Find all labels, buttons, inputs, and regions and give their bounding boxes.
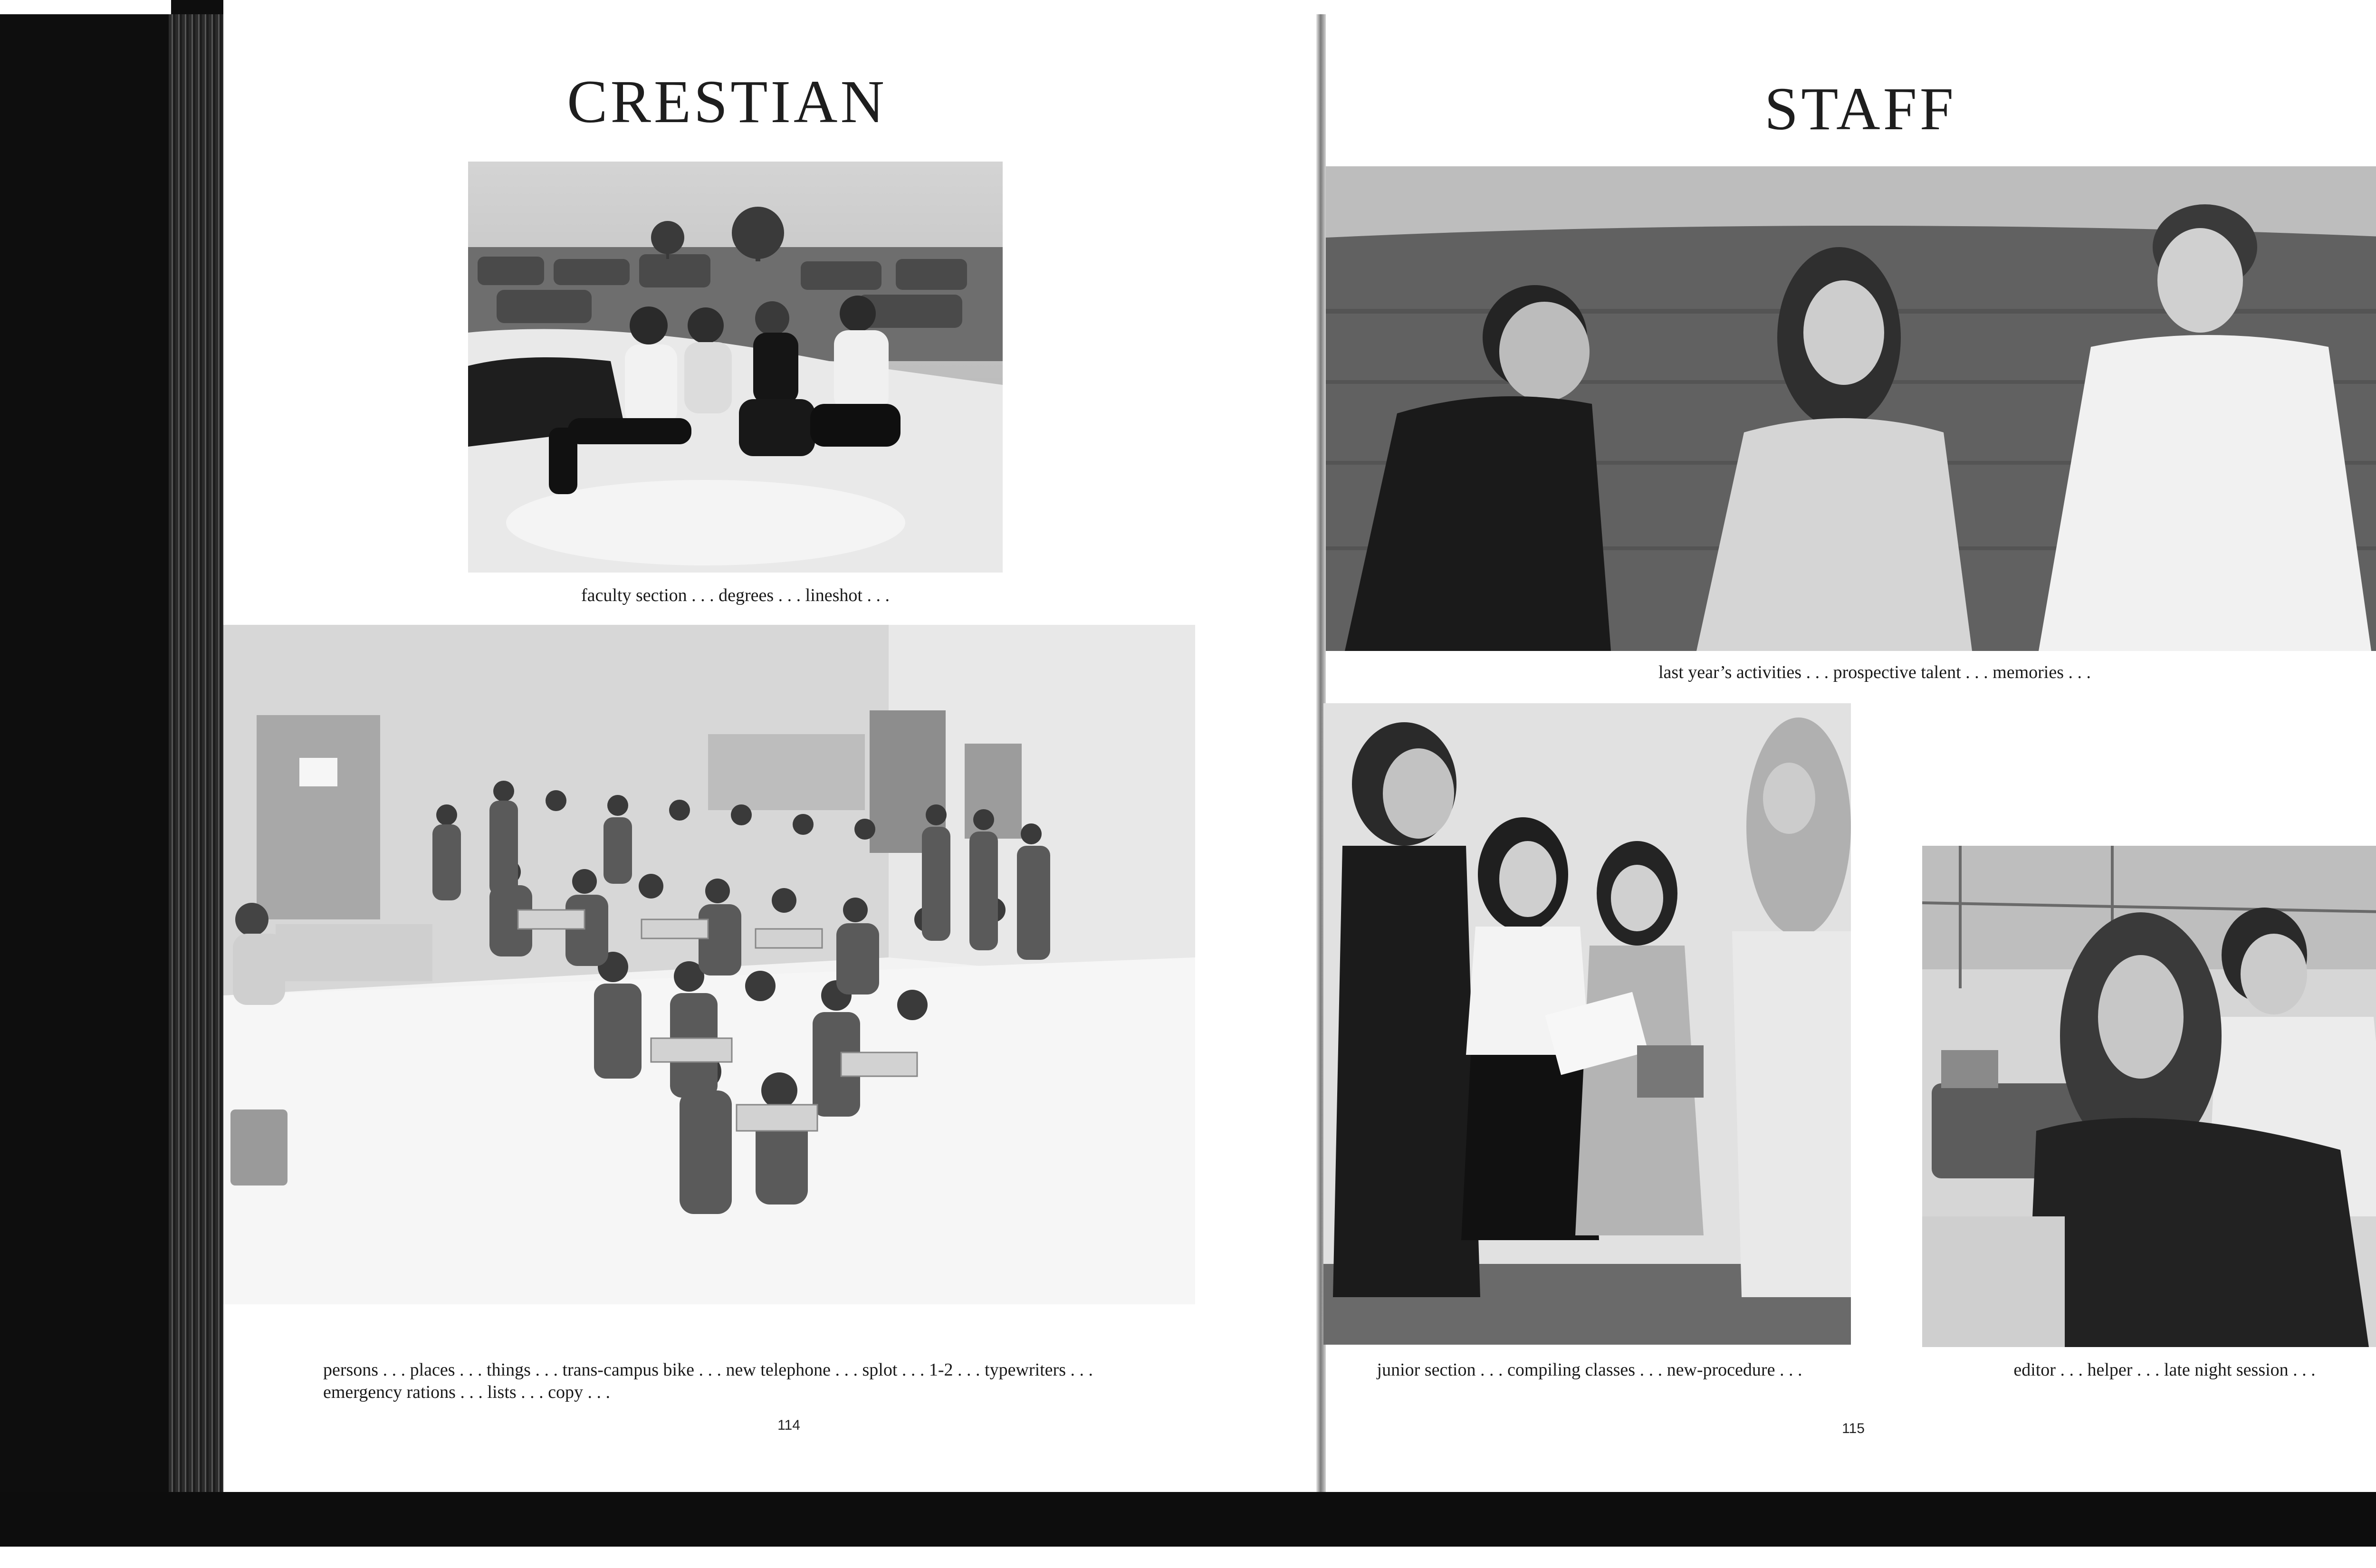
caption-faculty-section: faculty section . . . degrees . . . lineshot . . . bbox=[581, 585, 890, 605]
photo-editor-late-night bbox=[1922, 846, 2376, 1347]
book-page-edges bbox=[169, 14, 223, 1492]
caption-junior-section: junior section . . . compiling classes . . . new-procedure . . . bbox=[1377, 1360, 1802, 1380]
photo-staff-on-grass bbox=[1326, 166, 2376, 651]
caption-classroom-line1: persons . . . places . . . things . . . trans-campus bike . . . new telephone . . . splot . . . 1-2 . . . typewriters . . . bbox=[323, 1360, 1093, 1380]
caption-classroom-line2: emergency rations . . . lists . . . copy . . . bbox=[323, 1382, 611, 1402]
caption-editor: editor . . . helper . . . late night session . . . bbox=[2013, 1360, 2316, 1380]
photo-classroom-staff bbox=[223, 625, 1195, 1304]
page-number-left: 114 bbox=[777, 1417, 800, 1433]
left-page-title: CRESTIAN bbox=[567, 68, 887, 135]
photo-junior-section bbox=[1323, 703, 1851, 1345]
photo-students-on-car bbox=[468, 162, 1003, 573]
right-page-title: STAFF bbox=[1764, 75, 1956, 143]
scan-margin-bottom bbox=[0, 1547, 2376, 1568]
page-number-right: 115 bbox=[1842, 1421, 1865, 1436]
caption-last-years-activities: last year’s activities . . . prospective talent . . . memories . . . bbox=[1658, 662, 2091, 682]
scan-margin bbox=[0, 0, 171, 14]
